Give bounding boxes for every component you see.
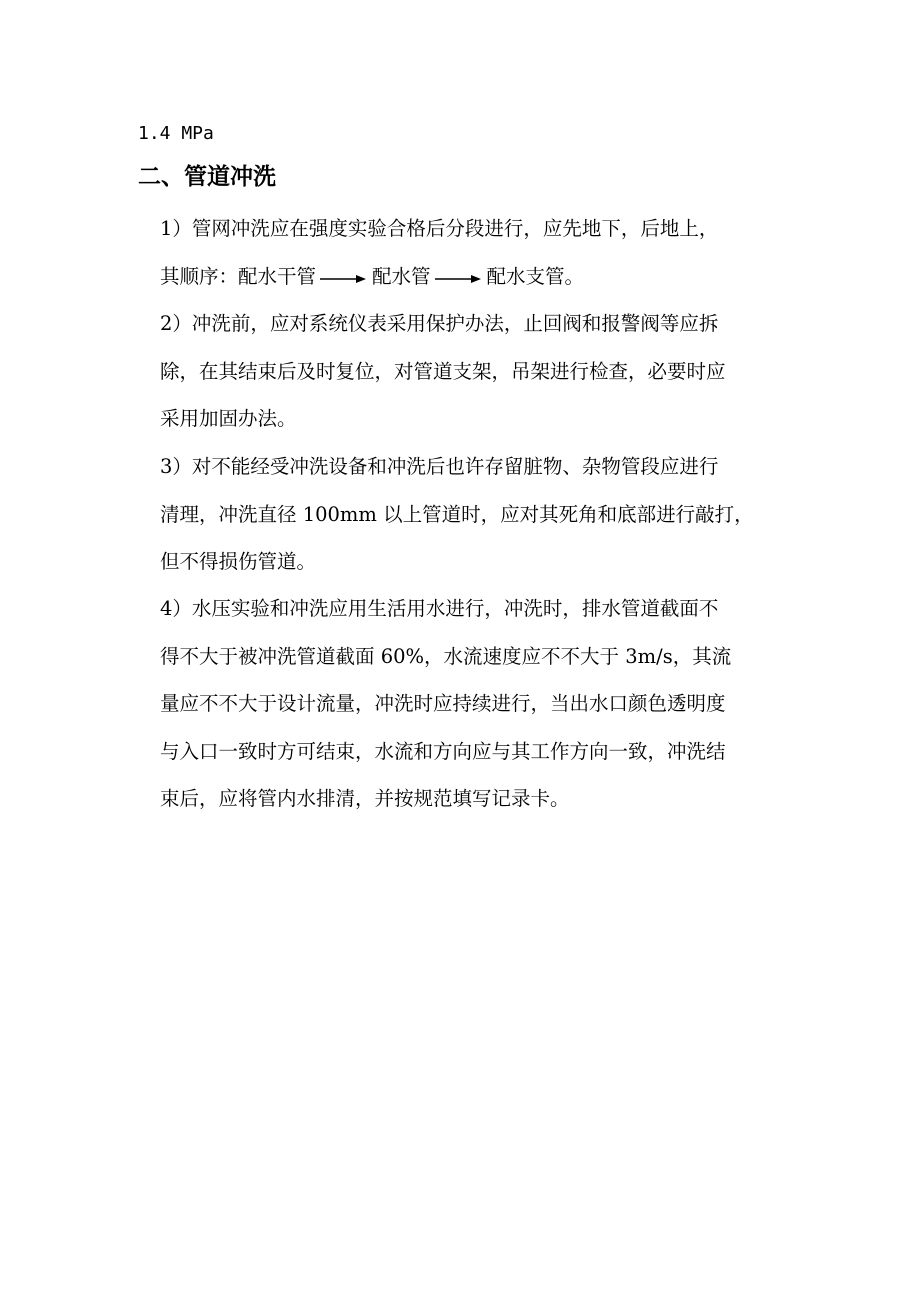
right-arrow-icon — [435, 270, 481, 284]
paragraph-4-line-1: 4）水压实验和冲洗应用生活用水进行，冲洗时，排水管道截面不 — [160, 597, 719, 620]
sequence-item-main-pipe: 配水干管 — [238, 264, 317, 288]
paragraph-4-line-2: 得不大于被冲洗管道截面 60%，水流速度应不不大于 3m/s，其流 — [160, 644, 732, 668]
paragraph-4-line-3: 量应不不大于设计流量，冲洗时应持续进行，当出水口颜色透明度 — [160, 692, 726, 715]
paragraph-1-line-1: 1）管网冲洗应在强度实验合格后分段进行，应先地下，后地上， — [160, 217, 719, 240]
flushing-sequence — [160, 253, 788, 301]
paragraph-3 — [160, 443, 788, 586]
paragraph-1 — [160, 205, 788, 300]
section-heading: 二、管道冲洗 — [138, 164, 276, 190]
sequence-item-branch-pipe: 配水支管。 — [486, 264, 585, 288]
paragraph-2 — [160, 300, 788, 443]
sequence-prefix: 其顺序： — [160, 264, 239, 288]
paragraph-2-line-2: 除，在其结束后及时复位，对管道支架，吊架进行检查，必要时应 — [160, 359, 726, 383]
paragraph-4-line-4: 与入口一致时方可结束，水流和方向应与其工作方向一致，冲洗结 — [160, 739, 726, 763]
paragraph-2-line-3: 采用加固办法。 — [160, 407, 297, 430]
paragraph-3-line-3: 但不得损伤管道。 — [160, 550, 317, 573]
paragraph-4-line-5: 束后，应将管内水排清，并按规范填写记录卡。 — [160, 787, 570, 810]
pressure-value: 1.4 MPa — [138, 123, 214, 144]
paragraph-3-line-1: 3）对不能经受冲洗设备和冲洗后也许存留脏物、杂物管段应进行 — [160, 455, 719, 478]
right-arrow-icon — [320, 270, 366, 284]
paragraph-3-line-2: 清理，冲洗直径 100mm 以上管道时，应对其死角和底部进行敲打， — [160, 502, 754, 526]
sequence-item-pipe: 配水管 — [372, 264, 431, 288]
paragraph-4 — [160, 585, 788, 823]
paragraph-2-line-1: 2）冲洗前，应对系统仪表采用保护办法，止回阀和报警阀等应拆 — [160, 312, 719, 335]
